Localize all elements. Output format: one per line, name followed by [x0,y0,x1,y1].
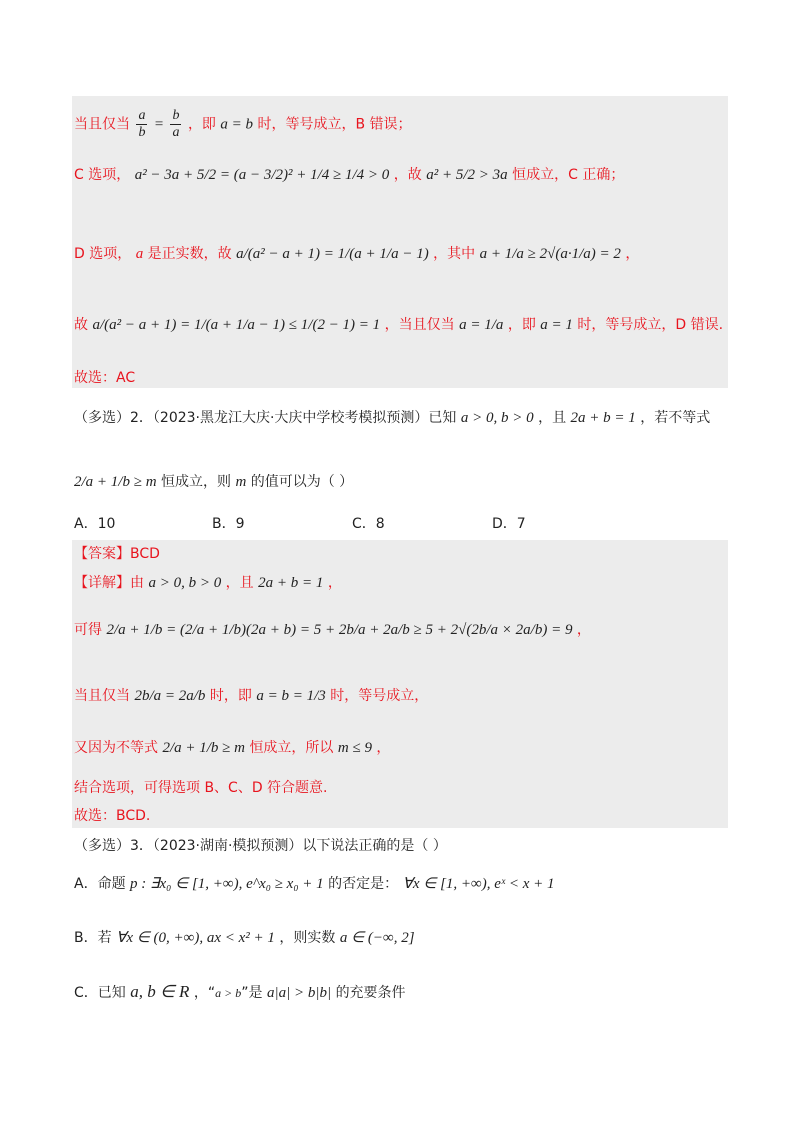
q2-stem-line-1: （多选）2．（2023·黑龙江大庆·大庆中学校考模拟预测）已知 a > 0, b > 0 ，且 2a + b = 1 ，若不等式 [74,410,711,426]
q2-option-c: C．8 [352,516,385,532]
sol2-line-5: 结合选项，可得选项 B、C、D 符合题意. [74,780,328,796]
sol2-final-answer: 故选：BCD. [74,808,151,824]
q3-option-c: C．已知 a, b ∈ R ，“a > b”是 a|a| > b|b| 的充要条件 [74,982,406,1001]
sol1-line-4: 故 a/(a² − a + 1) = 1/(a + 1/a − 1) ≤ 1/(2 − 1) = 1 ，当且仅当 a = 1/a ，即 a = 1 时，等号成立，D 错误. [74,317,724,333]
q3-option-a: A．命题 p : ∃x₀ ∈ [1, +∞), e^x₀ ≥ x₀ + 1 的否定是： ∀x ∈ [1, +∞), eˣ < x + 1 [74,876,555,892]
sol2-line-1: 【详解】由 a > 0, b > 0 ，且 2a + b = 1 ， [74,575,342,591]
sol2-line-4: 又因为不等式 2/a + 1/b ≥ m 恒成立，所以 m ≤ 9 ， [74,740,391,756]
sol1-line-3: D 选项， a 是正实数，故 a/(a² − a + 1) = 1/(a + 1/a − 1) ，其中 a + 1/a ≥ 2√(a·1/a) = 2 ， [74,246,640,262]
q2-option-d: D．7 [492,516,526,532]
sol1-line-2: C 选项， a² − 3a + 5/2 = (a − 3/2)² + 1/4 ≥ 1/4 > 0 ，故 a² + 5/2 > 3a 恒成立，C 正确； [74,167,625,183]
q2-option-a: A．10 [74,516,116,532]
sol1-line-1: 当且仅当 $\frac{a}{b}$ = $\frac{b}{a}$ ，即 a = b 时，等号成立，B 错误； [74,108,412,140]
sol1-answer: 故选：AC [74,370,136,386]
sol2-line-2: 可得 2/a + 1/b = (2/a + 1/b)(2a + b) = 5 + 2b/a + 2a/b ≥ 5 + 2√(2b/a × 2a/b) = 9 ， [74,622,591,638]
q2-stem-line-2: 2/a + 1/b ≥ m 恒成立，则 m 的值可以为（ ） [74,474,354,490]
sol2-line-3: 当且仅当 2b/a = 2a/b 时，即 a = b = 1/3 时，等号成立， [74,688,429,704]
q3-option-b: B．若 ∀x ∈ (0, +∞), ax < x² + 1 ，则实数 a ∈ (−∞, 2] [74,930,415,946]
q2-option-b: B．9 [212,516,245,532]
sol2-answer-label: 【答案】BCD [74,546,160,562]
q3-title: （多选）3．（2023·湖南·模拟预测）以下说法正确的是（ ） [74,838,447,854]
